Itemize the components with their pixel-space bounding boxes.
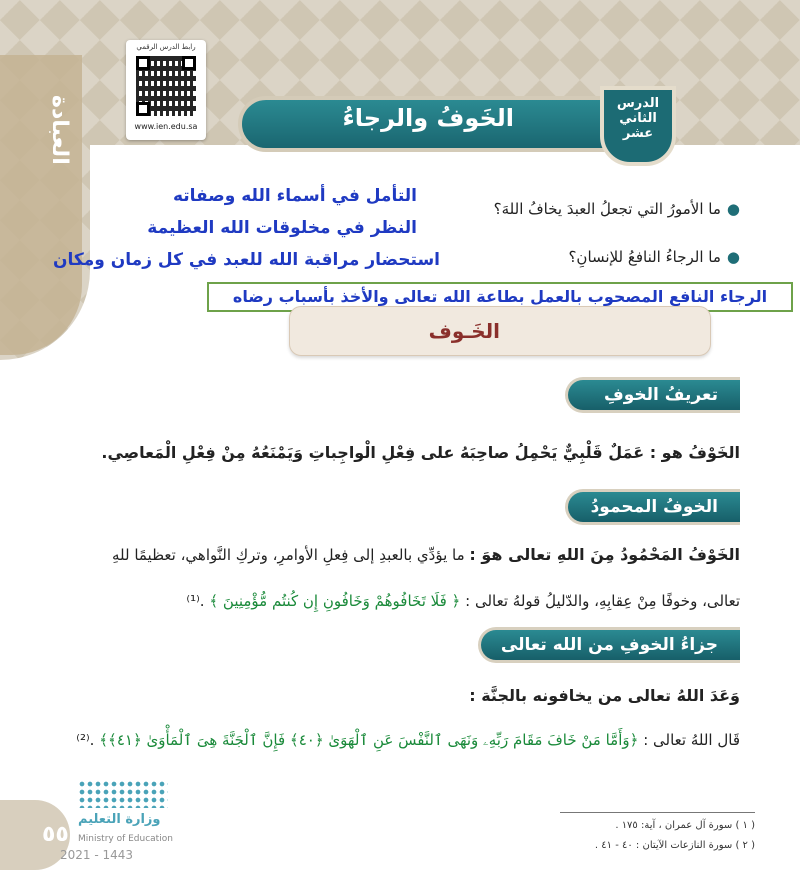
handwritten-note: التأمل في أسماء الله وصفاته xyxy=(172,186,417,206)
section-title-definition: تعريفُ الخوفِ xyxy=(565,377,740,413)
handwritten-note: استحضار مراقبة الله للعبد في كل زمان ومكان xyxy=(53,250,440,270)
lesson-number-badge xyxy=(600,86,676,166)
footnote-divider xyxy=(560,812,755,813)
qr-corner-icon xyxy=(136,56,150,70)
qr-card[interactable] xyxy=(126,40,206,140)
praised-text: تعالى، وخوفًا مِنْ عِقابِهِ، والدّليلُ قولهُ تعالى : xyxy=(465,592,740,610)
qr-caption: رابط الدرس الرقمي xyxy=(136,43,196,51)
question-item xyxy=(568,248,740,266)
section-title-praised: الخوفُ المحمودُ xyxy=(565,489,740,525)
footnote: ( ٢ ) سورة النازعات الآيتان : ٤٠ - ٤١ . xyxy=(594,840,755,851)
definition-text: الخَوْفُ هو : عَمَلٌ قَلْبِيٌّ يَحْمِلُ صاحِبَهُ على فِعْلِ الْواجِباتِ وَيَمْنَعُهُ مِنْ فِعْلِ الْمَعاصِي. xyxy=(101,443,740,462)
ministry-logo-icon xyxy=(78,780,168,808)
qr-corner-icon xyxy=(182,56,196,70)
bullet-icon: ● xyxy=(726,248,740,266)
question-item xyxy=(494,200,740,218)
reward-lead: وَعَدَ اللهُ تعالى من يخافونه بالجنَّة : xyxy=(469,686,740,705)
page-number: ٥٥ xyxy=(42,822,69,847)
qr-url[interactable]: www.ien.edu.sa xyxy=(134,122,198,131)
lesson-badge-line: الثاني xyxy=(619,111,657,126)
verse-lead: قَال اللهُ تعالى : xyxy=(643,731,740,749)
section-title-reward: جزاءُ الخوفِ من الله تعالى xyxy=(478,627,740,663)
footnote: ( ١ ) سورة آل عمران ، آية: ١٧٥ . xyxy=(615,820,755,831)
praised-line-2 xyxy=(20,592,740,610)
footnote-ref: .⁽¹⁾ xyxy=(186,592,205,610)
lesson-title: الخَوفُ والرجاءُ xyxy=(342,104,514,132)
reward-verse-line xyxy=(20,731,740,749)
praised-line-1 xyxy=(20,545,740,564)
quran-verse: ﴿ فَلَا تَخَافُوهُمْ وَخَافُونِ إِن كُنتُم مُّؤْمِنِينَ ﴾ xyxy=(209,592,461,610)
ministry-name-en: Ministry of Education xyxy=(78,834,173,844)
praised-lead: الخَوْفُ المَحْمُودُ مِنَ اللهِ تعالى هوَ : xyxy=(469,545,740,564)
section-heading-card xyxy=(289,306,711,356)
lesson-badge-line: الدرس xyxy=(616,96,660,111)
section-heading: الخَـوف xyxy=(428,319,500,343)
quran-verse: ﴿وَأَمَّا مَنْ خَافَ مَقَامَ رَبِّهِۦ وَنَهَى ٱلنَّفْسَ عَنِ ٱلْهَوَىٰ ﴿٤٠﴾ فَإِنَّ ٱلْجَنَّةَ هِىَ ٱلْمَأْوَىٰ ﴿٤١﴾﴾ xyxy=(99,731,639,749)
handwritten-note: النظر في مخلوقات الله العظيمة xyxy=(147,218,417,238)
footnote-ref: .⁽²⁾ xyxy=(76,731,95,749)
ministry-name: وزارة التعليم xyxy=(78,812,161,827)
question-text: ما الرجاءُ النافعُ للإنسانِ؟ xyxy=(568,248,721,266)
lesson-badge-line: عشر xyxy=(622,126,654,141)
question-text: ما الأمورُ التي تجعلُ العبدَ يخافُ اللهَ؟ xyxy=(493,200,721,218)
praised-text: ما يؤدِّي بالعبدِ إلى فِعلِ الأوامرِ، وتركِ النَّواهي، تعظيمًا للهِ xyxy=(111,546,465,564)
qr-corner-icon xyxy=(136,102,150,116)
lesson-title-banner xyxy=(238,96,658,152)
edition-year: 2021 - 1443 xyxy=(60,848,134,862)
unit-label: العبادة xyxy=(47,95,72,165)
handwritten-answer-box: الرجاء النافع المصحوب بالعمل بطاعة الله تعالى والأخذ بأسباب رضاه xyxy=(207,282,793,312)
bullet-icon: ● xyxy=(726,200,740,218)
